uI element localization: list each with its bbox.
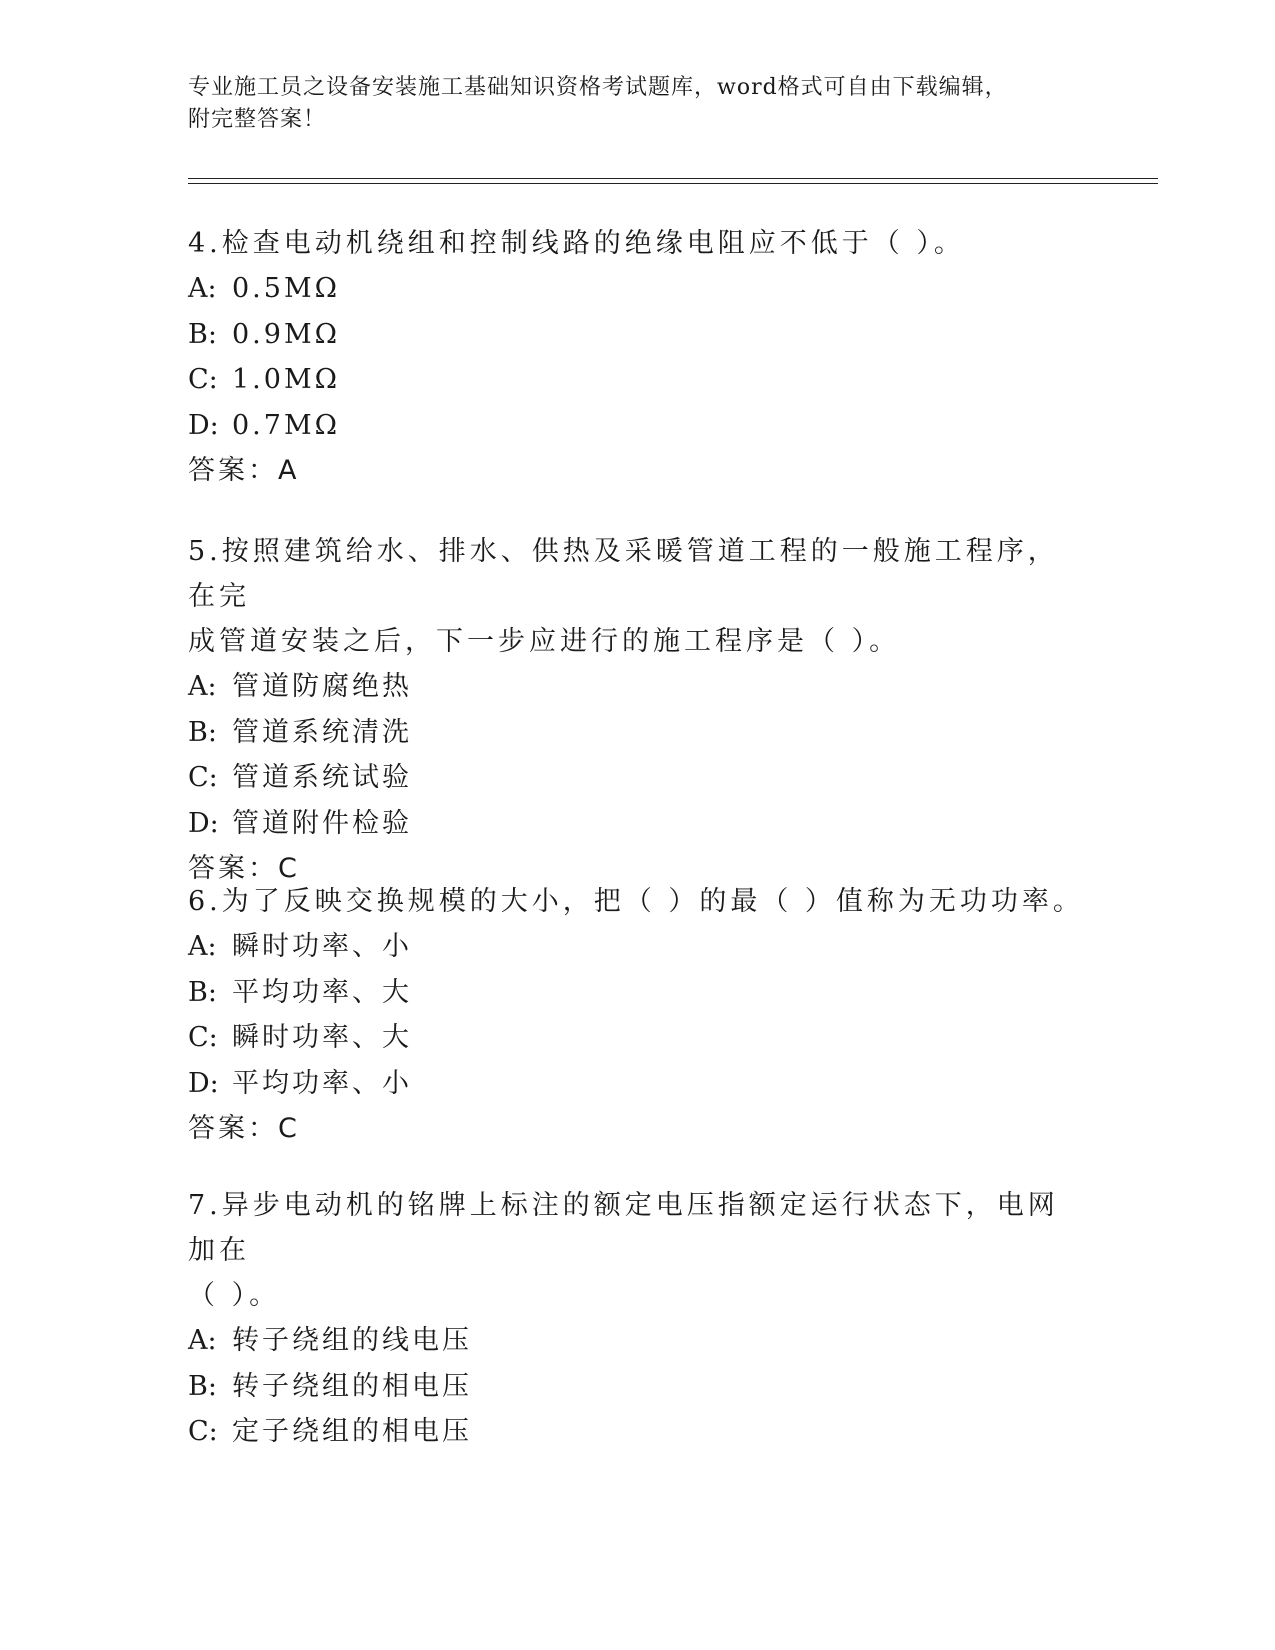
option-text: 管道防腐绝热 — [232, 671, 412, 702]
option-c — [188, 1015, 1088, 1061]
option-text: 管道附件检验 — [232, 807, 412, 839]
option-a — [188, 266, 1088, 312]
option-text: 平均功率、小 — [232, 1067, 412, 1099]
question-stem: 6.为了反映交换规模的大小，把（ ）的最（ ）值称为无功功率。 — [188, 886, 1084, 917]
question-stem-line-2: 成管道安装之后，下一步应进行的施工程序是（ ）。 — [188, 626, 901, 657]
question-6 — [188, 879, 1088, 1152]
question-4 — [188, 221, 1088, 494]
option-key: A: — [188, 931, 217, 962]
question-stem-line-1: 7.异步电动机的铭牌上标注的额定电压指额定运行状态下，电网加在 — [188, 1190, 1059, 1266]
option-key: B: — [188, 716, 217, 748]
option-text: 转子绕组的线电压 — [232, 1325, 472, 1356]
question-stem: 4.检查电动机绕组和控制线路的绝缘电阻应不低于（ ）。 — [188, 228, 965, 259]
option-text: 管道系统清洗 — [232, 716, 412, 748]
header-divider-bottom — [188, 183, 1158, 184]
option-text: 瞬时功率、小 — [232, 931, 412, 962]
header-divider-top — [188, 178, 1158, 179]
question-stem-line-2: （ ）。 — [188, 1280, 281, 1311]
header-title-line-2: 附完整答案！ — [188, 107, 327, 132]
option-key: A: — [188, 1325, 217, 1356]
option-c — [188, 1409, 1088, 1455]
option-text: 1.0MΩ — [232, 364, 340, 395]
answer-label: 答案： — [188, 455, 278, 486]
answer-line — [188, 1106, 1088, 1152]
option-text: 平均功率、大 — [232, 976, 412, 1008]
question-7 — [188, 1183, 1088, 1455]
option-key: C: — [188, 1416, 218, 1447]
answer-label: 答案： — [188, 1113, 278, 1144]
option-a — [188, 1318, 1088, 1364]
option-b — [188, 970, 1088, 1016]
option-c — [188, 357, 1088, 403]
option-b — [188, 710, 1088, 756]
option-key: B: — [188, 976, 217, 1008]
option-key: A: — [188, 273, 217, 304]
option-text: 定子绕组的相电压 — [232, 1416, 472, 1447]
option-key: B: — [188, 318, 217, 350]
option-key: A: — [188, 671, 217, 702]
option-text: 0.7MΩ — [232, 409, 340, 441]
option-text: 0.5MΩ — [232, 273, 340, 304]
option-b — [188, 312, 1088, 358]
option-b — [188, 1364, 1088, 1410]
option-a — [188, 664, 1088, 710]
option-d — [188, 1061, 1088, 1107]
option-d — [188, 801, 1088, 847]
option-a — [188, 924, 1088, 970]
option-text: 管道系统试验 — [232, 762, 412, 793]
answer-value: C — [278, 853, 298, 884]
option-text: 0.9MΩ — [232, 318, 340, 350]
option-c — [188, 755, 1088, 801]
answer-label: 答案： — [188, 853, 278, 884]
question-stem-line-1: 5.按照建筑给水、排水、供热及采暖管道工程的一般施工程序，在完 — [188, 536, 1059, 612]
option-key: D: — [188, 1067, 219, 1099]
option-text: 瞬时功率、大 — [232, 1022, 412, 1053]
option-d — [188, 403, 1088, 449]
answer-value: A — [278, 455, 298, 486]
option-key: C: — [188, 364, 218, 395]
option-key: D: — [188, 807, 219, 839]
option-text: 转子绕组的相电压 — [232, 1370, 472, 1402]
answer-line — [188, 448, 1088, 494]
option-key: B: — [188, 1370, 217, 1402]
document-header — [188, 72, 1088, 136]
option-key: C: — [188, 762, 218, 793]
question-5 — [188, 529, 1088, 892]
answer-value: C — [278, 1113, 298, 1144]
header-title-line-1: 专业施工员之设备安装施工基础知识资格考试题库，word格式可自由下载编辑， — [188, 75, 1008, 100]
option-key: D: — [188, 409, 219, 441]
option-key: C: — [188, 1022, 218, 1053]
